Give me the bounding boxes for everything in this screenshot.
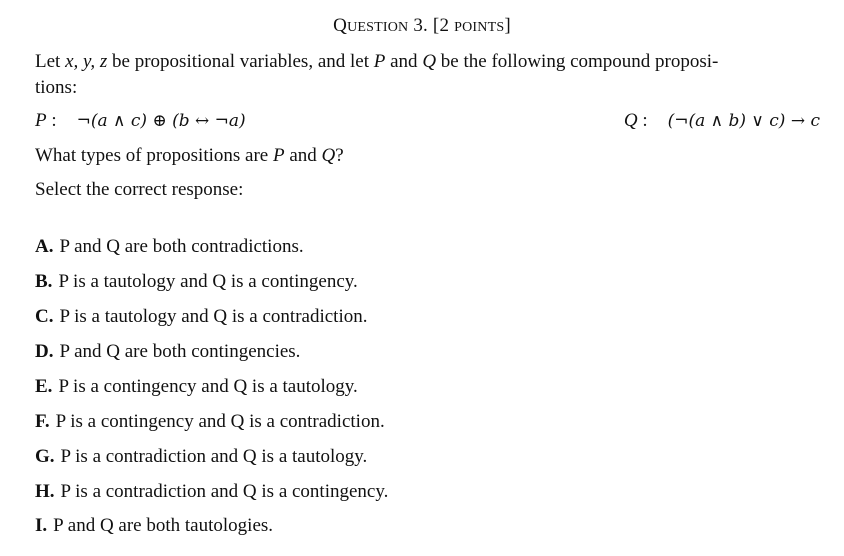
proposition-q — [624, 110, 820, 132]
prompt-p: P — [272, 145, 285, 166]
intro-prefix: Let — [35, 51, 66, 72]
option-b[interactable] — [35, 271, 358, 293]
option-a[interactable] — [35, 236, 304, 258]
title-points-open: [2 — [432, 15, 455, 36]
intro-mid: be propositional variables, and let — [107, 51, 374, 72]
option-d[interactable] — [35, 341, 300, 363]
intro-line-2: tions: — [35, 77, 78, 98]
option-h[interactable] — [35, 481, 388, 503]
option-letter: D. — [35, 341, 54, 362]
intro-line-1 — [35, 50, 718, 74]
option-letter: G. — [35, 446, 55, 467]
option-letter: E. — [35, 376, 53, 397]
intro-and: and — [385, 51, 423, 72]
title-points-close: ] — [504, 15, 511, 36]
propositions-line — [35, 110, 820, 136]
title-points-word: POINTS — [454, 20, 505, 35]
prompt-q: Q — [321, 145, 336, 166]
option-text: P and Q are both contradictions. — [59, 236, 304, 257]
p-label: P — [35, 110, 47, 131]
intro-q: Q — [422, 51, 437, 72]
option-g[interactable] — [35, 446, 367, 468]
q-expression: (¬(a ∧ b) ∨ c) → c — [667, 111, 820, 131]
p-expression: ¬(a ∧ c) ⊕ (b ↔ ¬a) — [76, 111, 246, 131]
option-text: P is a contingency and Q is a tautology. — [58, 376, 358, 397]
option-i[interactable] — [35, 515, 273, 537]
title-number: 3. — [413, 15, 428, 36]
proposition-p — [35, 110, 246, 132]
option-letter: C. — [35, 306, 54, 327]
intro-variables: x, y, z — [65, 51, 108, 72]
q-colon: : — [642, 110, 648, 131]
question-prompt — [35, 144, 344, 168]
option-text: P and Q are both tautologies. — [53, 515, 274, 536]
option-text: P is a tautology and Q is a contingency. — [58, 271, 358, 292]
option-text: P is a contingency and Q is a contradiction. — [55, 411, 385, 432]
prompt-and: and — [284, 145, 322, 166]
p-colon: : — [51, 110, 57, 131]
prompt-prefix: What types of propositions are — [35, 145, 273, 166]
option-f[interactable] — [35, 411, 385, 433]
option-text: P is a tautology and Q is a contradiction. — [59, 306, 368, 327]
option-letter: A. — [35, 236, 54, 257]
option-c[interactable] — [35, 306, 367, 328]
intro-suffix: be the following compound proposi- — [436, 51, 719, 72]
option-letter: I. — [35, 515, 48, 536]
option-e[interactable] — [35, 376, 358, 398]
title-word-cap: Q — [333, 15, 348, 36]
option-letter: H. — [35, 481, 55, 502]
option-text: P and Q are both contingencies. — [59, 341, 301, 362]
q-label: Q — [623, 110, 638, 131]
prompt-suffix: ? — [335, 145, 344, 166]
select-instruction: Select the correct response: — [35, 179, 244, 200]
option-text: P is a contradiction and Q is a contingency. — [60, 481, 389, 502]
title-word-rest: UESTION — [347, 20, 409, 35]
intro-p: P — [373, 51, 386, 72]
option-letter: F. — [35, 411, 50, 432]
option-letter: B. — [35, 271, 53, 292]
option-text: P is a contradiction and Q is a tautology. — [60, 446, 368, 467]
question-title — [0, 15, 844, 37]
